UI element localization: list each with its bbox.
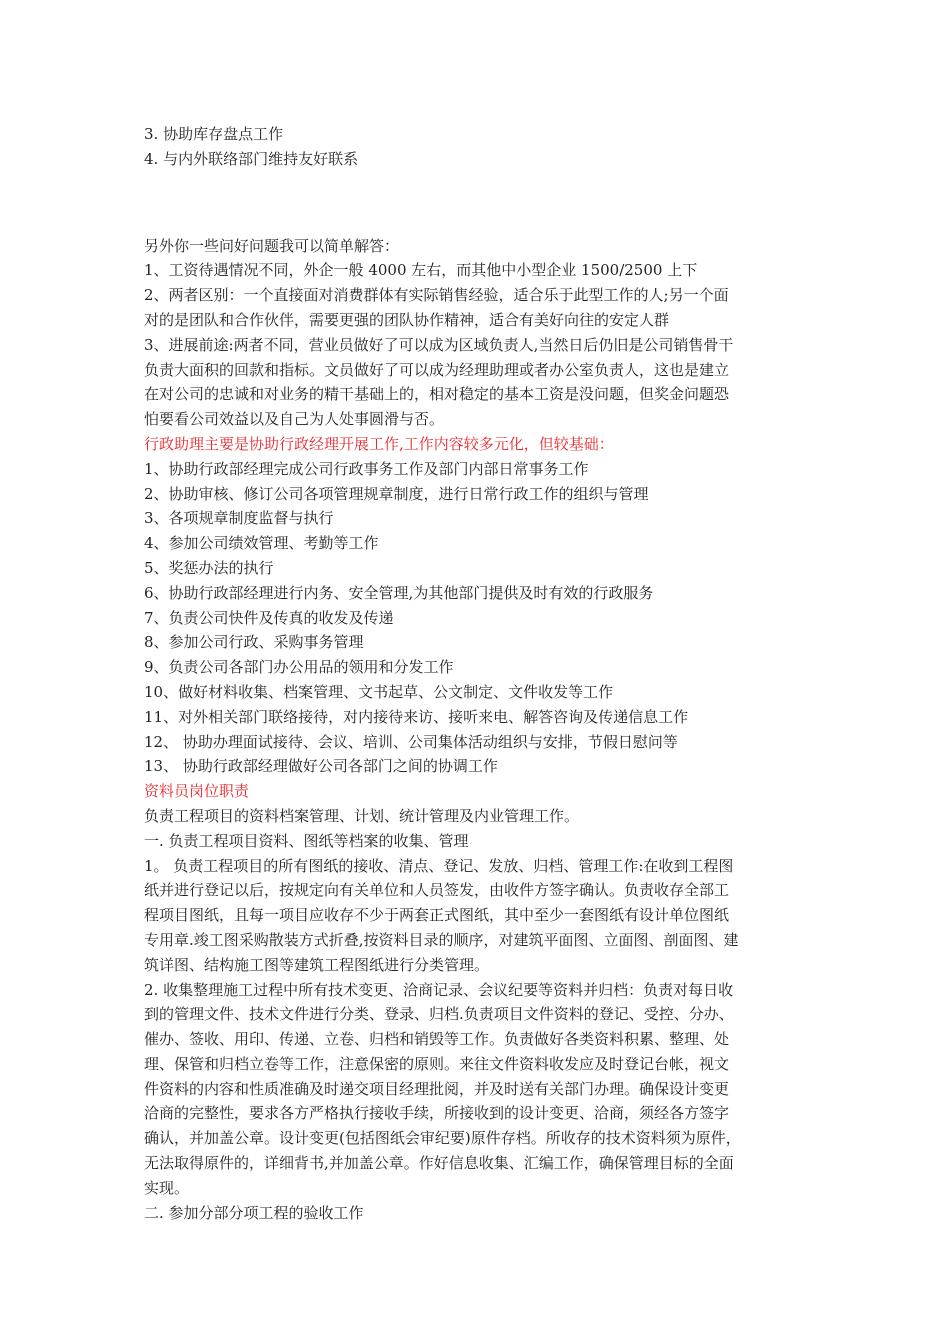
text-line: 2、两者区别：一个直接面对消费群体有实际销售经验，适合乐于此型工作的人;另一个面 [144, 286, 729, 305]
text-line: 3. 协助库存盘点工作 [144, 125, 284, 143]
text-line: 8、参加公司行政、采购事务管理 [144, 633, 364, 652]
text-line: 4. 与内外联络部门维持友好联系 [144, 149, 359, 168]
text-line: 另外你一些问好问题我可以简单解答： [144, 236, 400, 255]
text-line: 理、保管和归档立卷等工作，注意保密的原则。来往文件资料收发应及时登记台帐，视文 [144, 1054, 730, 1073]
paragraph-gap [144, 172, 812, 234]
section-heading: 资料员岗位职责 [144, 782, 250, 801]
document-page [144, 122, 812, 1225]
text-line: 负责大面积的回款和指标。文员做好了可以成为经理助理或者办公室负责人，这也是建立 [144, 360, 730, 379]
text-line: 纸并进行登记以后，按规定向有关单位和人员签发，由收件方签字确认。负责收存全部工 [144, 881, 730, 900]
text-line: 1。 负责工程项目的所有图纸的接收、清点、登记、发放、归档、管理工作:在收到工程图 [144, 856, 734, 875]
text-line: 2、协助审核、修订公司各项管理规章制度，进行日常行政工作的组织与管理 [144, 484, 649, 503]
text-line: 无法取得原件的，详细背书,并加盖公章。作好信息收集、汇编工作，确保管理目标的全面 [144, 1154, 734, 1173]
text-line: 10、做好材料收集、档案管理、文书起草、公文制定、文件收发等工作 [144, 682, 614, 701]
text-line: 4、参加公司绩效管理、考勤等工作 [144, 534, 379, 553]
text-line: 1、协助行政部经理完成公司行政事务工作及部门内部日常事务工作 [144, 459, 589, 478]
text-line: 到的管理文件、技术文件进行分类、登录、归档.负责项目文件资料的登记、受控、分办、 [144, 1005, 734, 1024]
text-line: 洽商的完整性，要求各方严格执行接收手续，所接收到的设计变更、洽商，须经各方签字 [144, 1104, 730, 1123]
text-line: 程项目图纸，且每一项目应收存不少于两套正式图纸，其中至少一套图纸有设计单位图纸 [144, 906, 730, 925]
text-line: 9、负责公司各部门办公用品的领用和分发工作 [144, 658, 454, 677]
text-line: 1、工资待遇情况不同，外企一般 4000 左右，而其他中小型企业 1500/2500 上下 [144, 261, 698, 280]
text-line: 催办、签收、用印、传递、立卷、归档和销毁等工作。负责做好各类资料积累、整理、处 [144, 1030, 730, 1049]
text-line: 2. 收集整理施工过程中所有技术变更、洽商记录、会议纪要等资料并归档：负责对每日收 [144, 980, 734, 999]
text-line: 一. 负责工程项目资料、图纸等档案的收集、管理 [144, 831, 469, 850]
text-line: 3、各项规章制度监督与执行 [144, 509, 334, 528]
text-line: 负责工程项目的资料档案管理、计划、统计管理及内业管理工作。 [144, 806, 580, 825]
text-line: 13、 协助行政部经理做好公司各部门之间的协调工作 [144, 757, 498, 776]
text-line: 怕要看公司效益以及自己为人处事圆滑与否。 [144, 410, 445, 429]
text-line: 件资料的内容和性质准确及时递交项目经理批阅，并及时送有关部门办理。确保设计变更 [144, 1079, 730, 1098]
text-line: 筑详图、结构施工图等建筑工程图纸进行分类管理。 [144, 955, 490, 974]
text-line: 在对公司的忠诚和对业务的精干基础上的，相对稳定的基本工资是没问题，但奖金问题恐 [144, 385, 730, 404]
section-heading: 行政助理主要是协助行政经理开展工作,工作内容较多元化，但较基础： [144, 434, 614, 453]
text-line: 二. 参加分部分项工程的验收工作 [144, 1203, 364, 1222]
text-line: 11、对外相关部门联络接待，对内接待来访、接听来电、解答咨询及传递信息工作 [144, 707, 689, 726]
text-line: 3、进展前途:两者不同，营业员做好了可以成为区域负责人,当然日后仍旧是公司销售骨干 [144, 335, 734, 354]
text-line: 对的是团队和合作伙伴，需要更强的团队协作精神，适合有美好向往的安定人群 [144, 310, 670, 329]
text-line: 5、奖惩办法的执行 [144, 558, 274, 577]
text-line: 确认，并加盖公章。设计变更(包括图纸会审纪要)原件存档。所收存的技术资料须为原件， [144, 1129, 741, 1148]
text-line: 12、 协助办理面试接待、会议、培训、公司集体活动组织与安排，节假日慰问等 [144, 732, 678, 751]
text-line: 实现。 [144, 1178, 190, 1197]
text-line: 专用章.竣工图采购散装方式折叠,按资料目录的顺序，对建筑平面图、立面图、剖面图、建 [144, 930, 739, 949]
text-line: 6、协助行政部经理进行内务、安全管理,为其他部门提供及时有效的行政服务 [144, 583, 654, 602]
text-line: 7、负责公司快件及传真的收发及传递 [144, 608, 394, 627]
